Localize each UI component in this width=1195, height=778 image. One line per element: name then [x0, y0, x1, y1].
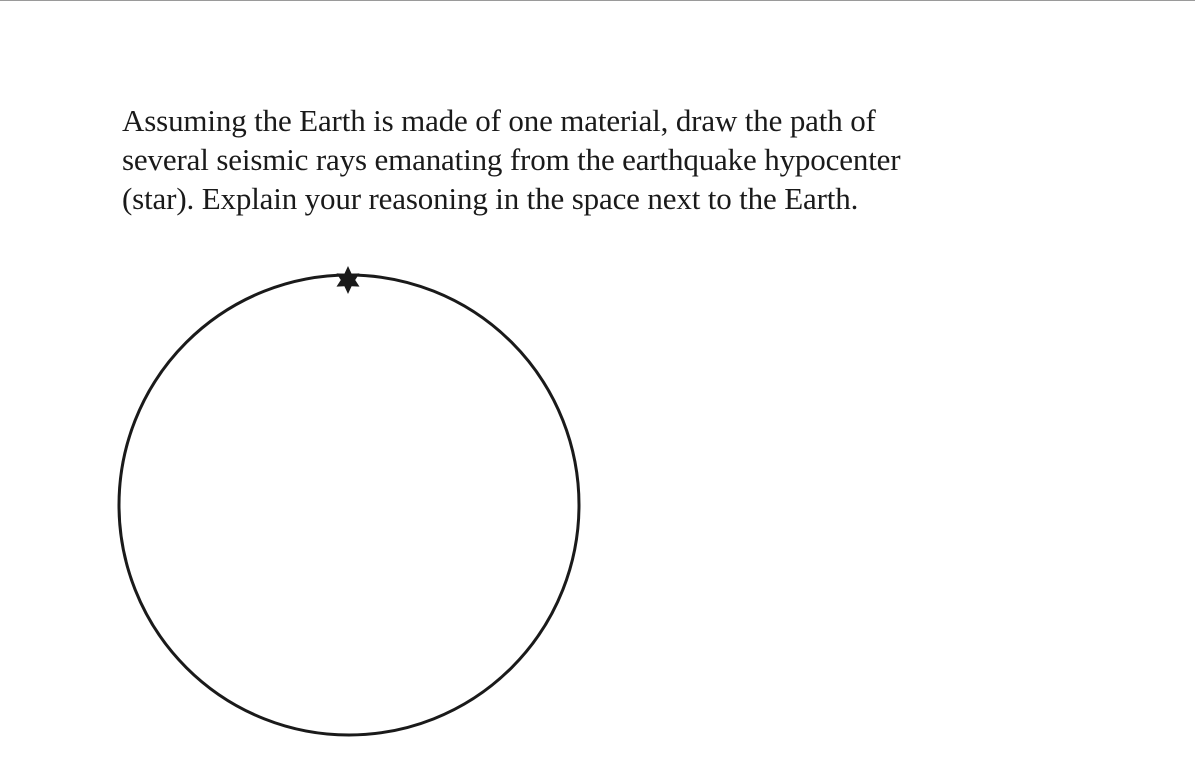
question-line-2: several seismic rays emanating from the earthquake hypocenter	[122, 142, 901, 177]
hypocenter-star-icon	[337, 266, 360, 294]
question-line-1: Assuming the Earth is made of one material, draw the path of	[122, 103, 876, 138]
question-line-3: (star). Explain your reasoning in the space next to the Earth.	[122, 181, 859, 216]
earth-outline	[119, 275, 579, 735]
